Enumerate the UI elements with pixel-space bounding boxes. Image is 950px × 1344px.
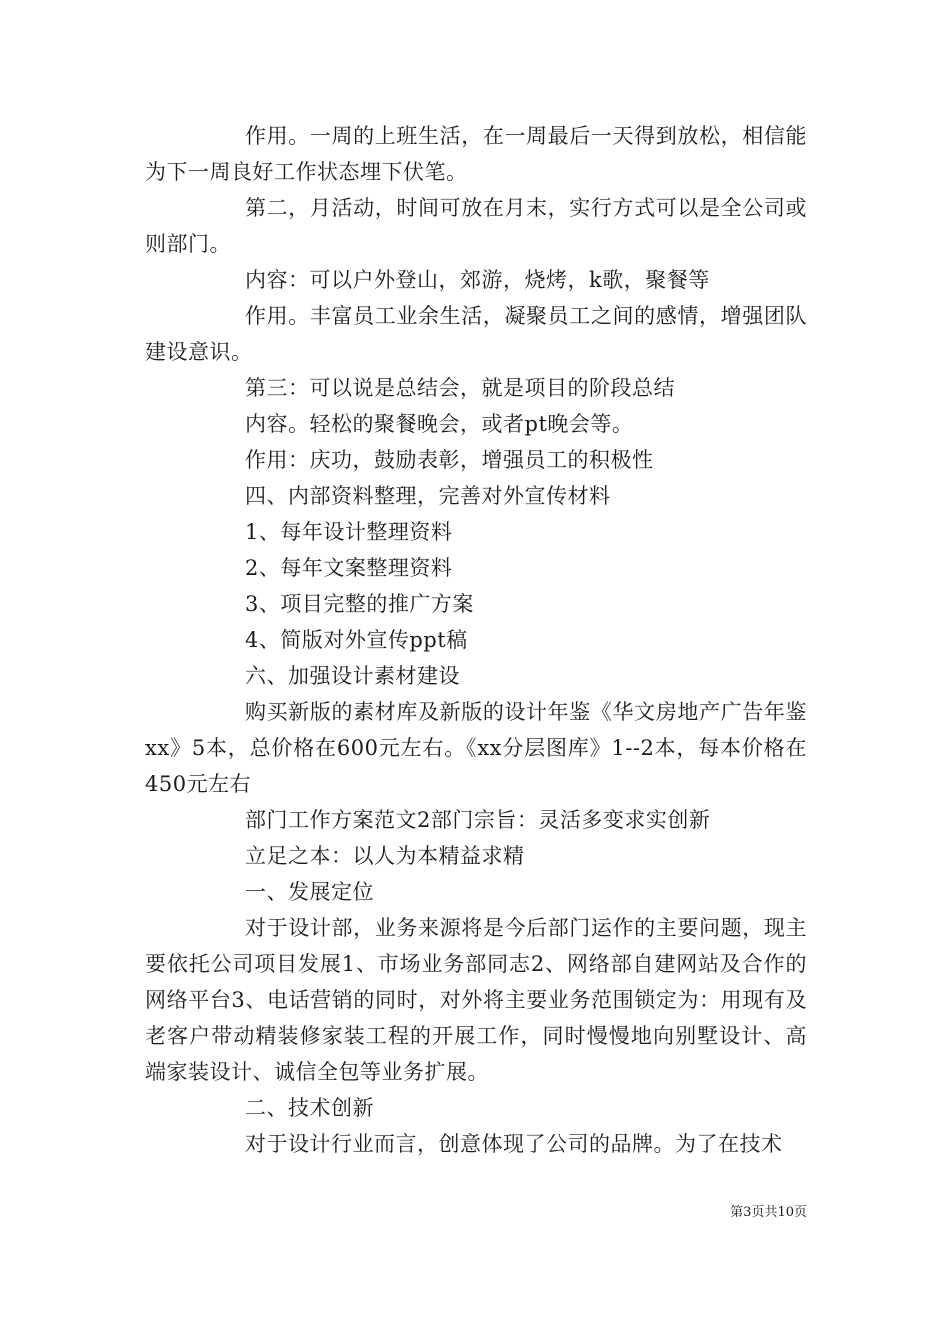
document-body	[145, 118, 807, 1162]
section-heading-6: 六、加强设计素材建设	[245, 664, 460, 688]
paragraph-5: 第三：可以说是总结会，就是项目的阶段总结	[245, 376, 675, 400]
paragraph-6: 内容。轻松的聚餐晚会，或者pt晚会等。	[245, 412, 634, 436]
list-item: 3、项目完整的推广方案	[245, 592, 474, 616]
paragraph-foundation: 立足之本：以人为本精益求精	[245, 844, 525, 868]
list-item: 1、每年设计整理资料	[245, 520, 453, 544]
list-item: 2、每年文案整理资料	[245, 556, 453, 580]
section-heading-2: 二、技术创新	[245, 1096, 374, 1120]
list-item: 4、简版对外宣传ppt稿	[245, 628, 468, 652]
paragraph-4: 作用。丰富员工业余生活，凝聚员工之间的感情，增强团队建设意识。	[145, 304, 807, 364]
paragraph-7: 作用：庆功，鼓励表彰，增强员工的积极性	[245, 448, 654, 472]
paragraph-innovation: 对于设计行业而言，创意体现了公司的品牌。为了在技术	[245, 1132, 783, 1156]
paragraph-2: 第二，月活动，时间可放在月末，实行方式可以是全公司或则部门。	[145, 196, 807, 256]
paragraph-positioning: 对于设计部，业务来源将是今后部门运作的主要问题，现主要依托公司项目发展1、市场业务部同志2、网络部自建网站及合作的网络平台3、电话营销的同时，对外将主要业务范围锁定为：用现有及老客户带动精装修家装工程的开展工作，同时慢慢地向别墅设计、高端家装设计、诚信全包等业务扩展。	[145, 916, 807, 1084]
page-number: 第3页共10页	[730, 1205, 807, 1220]
section-heading-4: 四、内部资料整理，完善对外宣传材料	[245, 484, 611, 508]
article-title-line: 部门工作方案范文2部门宗旨：灵活多变求实创新	[245, 808, 711, 832]
paragraph-1: 作用。一周的上班生活，在一周最后一天得到放松，相信能为下一周良好工作状态埋下伏笔。	[145, 124, 807, 184]
paragraph-3: 内容：可以户外登山，郊游，烧烤，k歌，聚餐等	[245, 268, 710, 292]
paragraph-purchase: 购买新版的素材库及新版的设计年鉴《华文房地产广告年鉴xx》5本，总价格在600元左右。《xx分层图库》1--2本，每本价格在450元左右	[145, 700, 807, 796]
section-heading-1: 一、发展定位	[245, 880, 374, 904]
